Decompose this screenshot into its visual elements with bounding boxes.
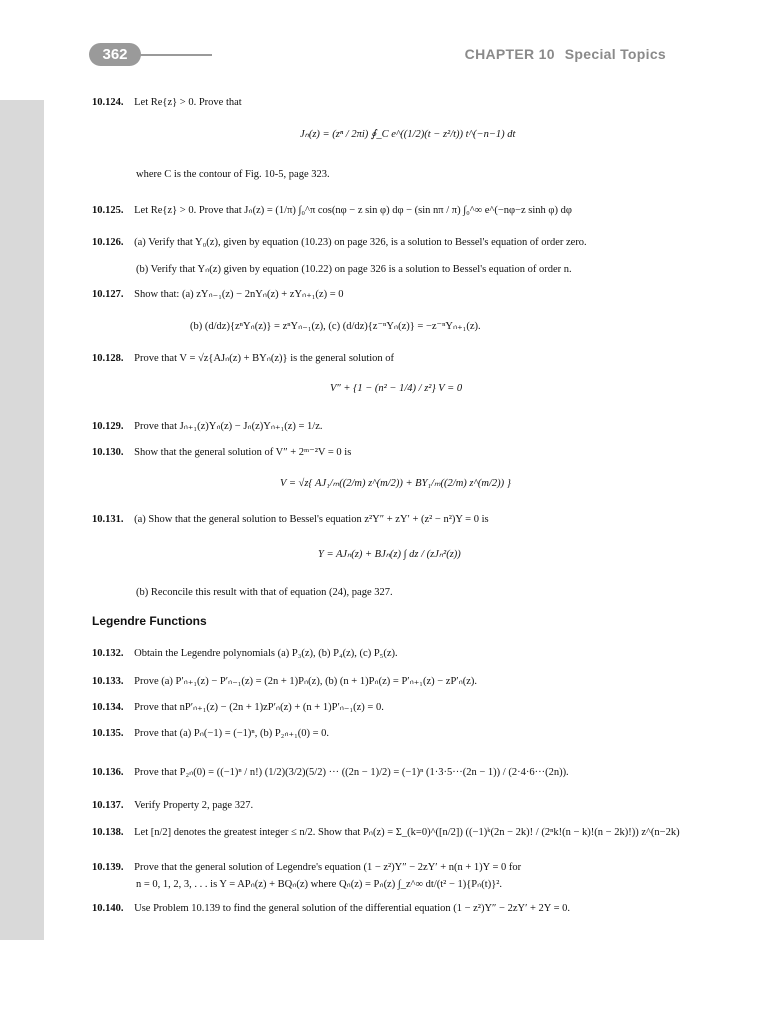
problem-number: 10.139.: [92, 862, 124, 873]
problem-number: 10.131.: [92, 514, 124, 525]
problem-text-continued: n = 0, 1, 2, 3, . . . is Y = APₙ(z) + BQₙ(z) where Qₙ(z) = Pₙ(z) ∫_z^∞ dt/(t² − 1){Pₙ(t)}².: [136, 879, 503, 890]
problem-text: Prove that Jₙ₊₁(z)Yₙ(z) − Jₙ(z)Yₙ₊₁(z) = 1/z.: [134, 421, 323, 432]
problem-text: Prove that V = √z{AJₙ(z) + BYₙ(z)} is the general solution of: [134, 353, 395, 364]
problem-10-128: [92, 352, 394, 364]
equation-10-128: V″ + {1 − (n² − 1/4) / z²} V = 0: [330, 383, 463, 394]
problem-text: Let Re{z} > 0. Prove that: [134, 97, 242, 108]
chapter-title: Special Topics: [564, 46, 666, 62]
problem-parts-bc: (b) (d/dz){zⁿYₙ(z)} = zⁿYₙ₋₁(z), (c) (d/dz){z⁻ⁿYₙ(z)} = −z⁻ⁿYₙ₊₁(z).: [190, 321, 481, 332]
problem-number: 10.130.: [92, 447, 124, 458]
problem-text: Use Problem 10.139 to find the general solution of the differential equation (1 − z²)Y″ − 2zY′ + 2Y = 0.: [134, 903, 571, 914]
problem-text: Prove that nP′ₙ₊₁(z) − (2n + 1)zP′ₙ(z) + (n + 1)P′ₙ₋₁(z) = 0.: [134, 702, 384, 713]
problem-10-139: [92, 862, 521, 873]
problem-text: Prove that P₂ₙ(0) = ((−1)ⁿ / n!) (1/2)(3/2)(5/2) ··· ((2n − 1)/2) = (−1)ⁿ (1·3·5···(2n − 1)) / (2·4·6···(2n)).: [134, 767, 569, 778]
page-number: 362: [89, 43, 141, 66]
problem-text: Let Re{z} > 0. Prove that Jₙ(z) = (1/π) ∫₀^π cos(nφ − z sin φ) dφ − (sin nπ / π) ∫₀^∞ e^(−nφ−z sinh φ) dφ: [134, 205, 572, 216]
problem-10-134: [92, 701, 384, 713]
problem-10-137: [92, 800, 253, 811]
problem-part-b: (b) Verify that Yₙ(z) given by equation (10.22) on page 326 is a solution to Bessel's equation of order n.: [136, 264, 572, 275]
problem-10-132: [92, 648, 398, 659]
equation-10-131: Y = AJₙ(z) + BJₙ(z) ∫ dz / (zJₙ²(z)): [318, 549, 461, 560]
equation-10-124: Jₙ(z) = (zⁿ / 2πi) ∮_C e^((1/2)(t − z²/t)) t^(−n−1) dt: [300, 129, 516, 140]
problem-number: 10.127.: [92, 289, 124, 300]
problem-number: 10.124.: [92, 97, 124, 108]
problem-text: Obtain the Legendre polynomials (a) P₃(z), (b) P₄(z), (c) P₅(z).: [134, 648, 398, 659]
problem-10-138: [92, 826, 680, 838]
problem-10-124: [92, 97, 242, 108]
problem-10-126: [92, 237, 587, 248]
problem-10-136: [92, 766, 569, 778]
problem-10-130: [92, 446, 351, 458]
problem-number: 10.129.: [92, 421, 124, 432]
problem-part-a: Show that: (a) zYₙ₋₁(z) − 2nYₙ(z) + zYₙ₊₁(z) = 0: [134, 289, 344, 300]
problem-number: 10.132.: [92, 648, 124, 659]
problem-number: 10.137.: [92, 800, 124, 811]
problem-part-b: (b) Reconcile this result with that of equation (24), page 327.: [136, 587, 393, 598]
problem-number: 10.126.: [92, 237, 124, 248]
problem-10-127: [92, 288, 344, 300]
problem-text: Verify Property 2, page 327.: [134, 800, 254, 811]
problem-10-135: [92, 727, 329, 739]
problem-10-125: [92, 204, 572, 216]
problem-text: Prove (a) P′ₙ₊₁(z) − P′ₙ₋₁(z) = (2n + 1)Pₙ(z), (b) (n + 1)Pₙ(z) = P′ₙ₊₁(z) − zP′ₙ(z).: [134, 676, 478, 687]
header-rule: [140, 54, 212, 56]
problem-number: 10.138.: [92, 827, 124, 838]
problem-text: Show that the general solution of V″ + 2ᵐ⁻²V = 0 is: [134, 447, 352, 458]
margin-bar: [0, 100, 44, 940]
problem-10-140: [92, 903, 570, 914]
problem-number: 10.140.: [92, 903, 124, 914]
problem-number: 10.128.: [92, 353, 124, 364]
problem-number: 10.136.: [92, 767, 124, 778]
running-header: [465, 46, 666, 62]
problem-number: 10.133.: [92, 676, 124, 687]
problem-10-133: [92, 675, 477, 687]
equation-10-130: V = √z{ AJ₁/ₘ((2/m) z^(m/2)) + BY₁/ₘ((2/m) z^(m/2)) }: [280, 478, 511, 489]
section-heading: Legendre Functions: [92, 614, 207, 628]
problem-10-131: [92, 514, 489, 525]
problem-10-129: [92, 420, 323, 432]
problem-text: Prove that the general solution of Legendre's equation (1 − z²)Y″ − 2zY′ + n(n + 1)Y = 0 for: [134, 862, 522, 873]
problem-note: where C is the contour of Fig. 10-5, page 323.: [136, 169, 330, 180]
problem-text: Let [n/2] denotes the greatest integer ≤ n/2. Show that Pₙ(z) = Σ_(k=0)^([n/2]) ((−1)ᵏ(2n − 2k)! / (2ⁿk!(n − k)!(n − 2k)!)) z^(n−2k): [134, 827, 680, 838]
problem-number: 10.134.: [92, 702, 124, 713]
chapter-label: CHAPTER 10: [464, 46, 555, 62]
problem-part-a: (a) Show that the general solution to Bessel's equation z²Y″ + zY′ + (z² − n²)Y = 0 is: [134, 514, 489, 525]
problem-number: 10.125.: [92, 205, 124, 216]
problem-part-a: (a) Verify that Y₀(z), given by equation (10.23) on page 326, is a solution to Bessel's equation of order zero.: [134, 237, 587, 248]
problem-text: Prove that (a) Pₙ(−1) = (−1)ⁿ, (b) P₂ₙ₊₁(0) = 0.: [134, 728, 330, 739]
problem-number: 10.135.: [92, 728, 124, 739]
